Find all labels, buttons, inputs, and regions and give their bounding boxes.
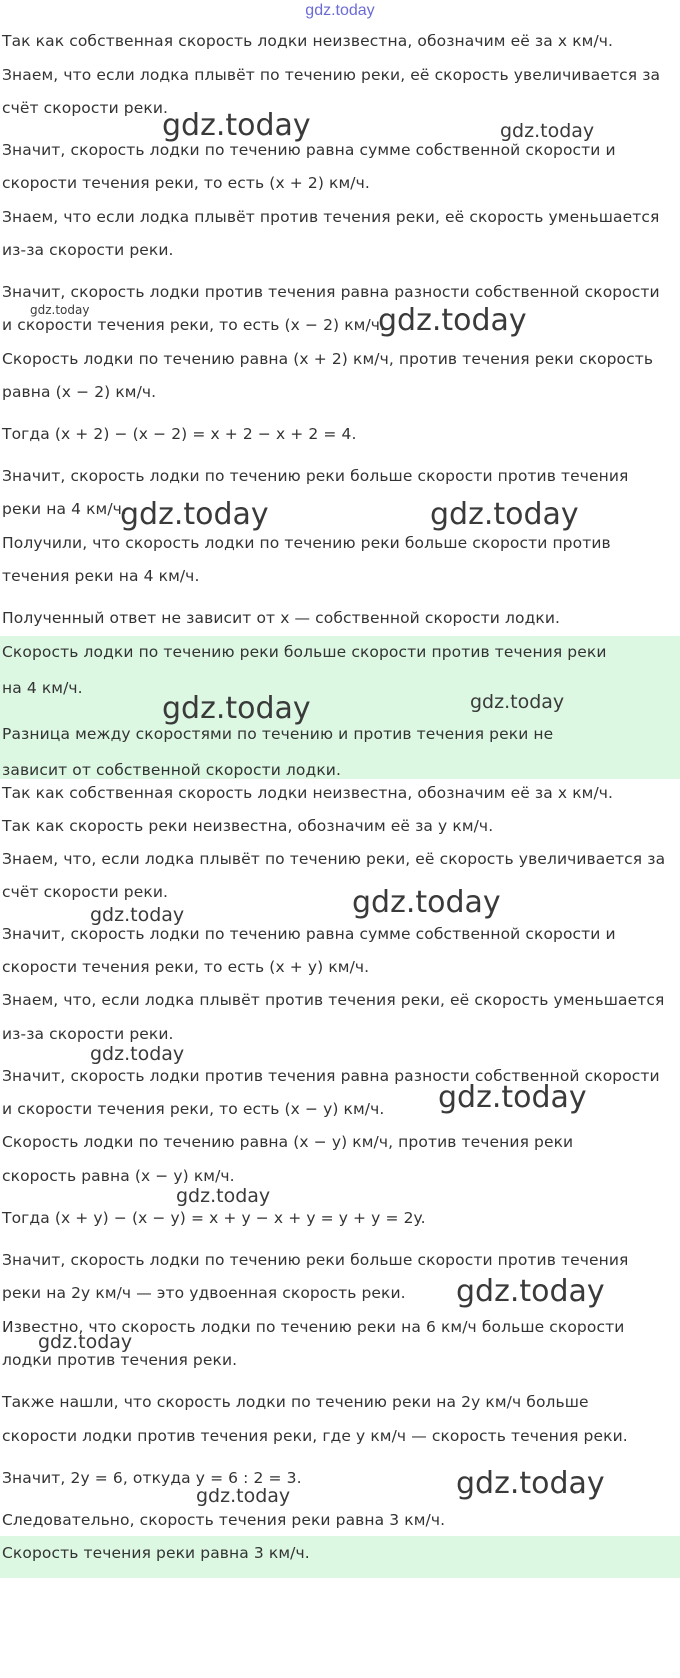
text-line: Значит, скорость лодки против течения равна разности собственной скорости	[2, 283, 660, 301]
answer-line: Разница между скоростями по течению и против течения реки не	[2, 725, 554, 743]
watermark: gdz.today	[352, 885, 501, 920]
text-line: скорость равна (x − y) км/ч.	[2, 1167, 235, 1185]
equation-line: Тогда (x + 2) − (x − 2) = x + 2 − x + 2 = 4.	[2, 425, 357, 443]
equation-line: Тогда (x + y) − (x − y) = x + y − x + y = y + y = 2y.	[2, 1209, 426, 1227]
text-line: Значит, скорость лодки против течения равна разности собственной скорости	[2, 1067, 660, 1085]
watermark: gdz.today	[90, 1043, 185, 1065]
watermark: gdz.today	[430, 497, 579, 532]
text-line: реки на 4 км/ч.	[2, 500, 127, 518]
text-line: Так как собственная скорость лодки неизвестна, обозначим её за x км/ч.	[2, 784, 614, 802]
watermark: gdz.today	[120, 497, 269, 532]
text-line: Следовательно, скорость течения реки равна 3 км/ч.	[2, 1511, 446, 1529]
watermark: gdz.today	[30, 303, 90, 317]
text-line: из-за скорости реки.	[2, 1025, 174, 1043]
text-line: Знаем, что если лодка плывёт по течению реки, её скорость увеличивается за	[2, 66, 661, 84]
text-line: Полученный ответ не зависит от x — собственной скорости лодки.	[2, 609, 561, 627]
text-line: и скорости течения реки, то есть (x − 2) км/ч.	[2, 316, 386, 334]
text-line: Значит, скорость лодки по течению равна сумме собственной скорости и	[2, 141, 616, 159]
watermark: gdz.today	[470, 691, 565, 713]
text-line: счёт скорости реки.	[2, 883, 169, 901]
text-line: Скорость лодки по течению равна (x + 2) км/ч, против течения реки скорость	[2, 350, 654, 368]
text-line: Скорость лодки по течению равна (x − y) км/ч, против течения реки	[2, 1133, 574, 1151]
watermark: gdz.today	[456, 1274, 605, 1309]
text-line: Значит, скорость лодки по течению реки больше скорости против течения	[2, 1251, 629, 1269]
text-line: скорости течения реки, то есть (x + y) км/ч.	[2, 958, 370, 976]
watermark: gdz.today	[176, 1185, 271, 1207]
equation-line: Значит, 2y = 6, откуда y = 6 : 2 = 3.	[2, 1469, 302, 1487]
text-line: Так как собственная скорость лодки неизвестна, обозначим её за x км/ч.	[2, 32, 614, 50]
watermark: gdz.today	[438, 1080, 587, 1115]
watermark: gdz.today	[456, 1466, 605, 1501]
answer-line: зависит от собственной скорости лодки.	[2, 761, 341, 779]
text-line: и скорости течения реки, то есть (x − y) км/ч.	[2, 1100, 385, 1118]
site-header[interactable]: gdz.today	[305, 2, 375, 19]
text-line: счёт скорости реки.	[2, 99, 169, 117]
text-line: течения реки на 4 км/ч.	[2, 567, 200, 585]
text-line: Также нашли, что скорость лодки по течению реки на 2y км/ч больше	[2, 1393, 589, 1411]
watermark: gdz.today	[38, 1331, 133, 1353]
text-line: Значит, скорость лодки по течению реки больше скорости против течения	[2, 467, 629, 485]
text-line: равна (x − 2) км/ч.	[2, 383, 157, 401]
answer-line: Скорость лодки по течению реки больше скорости против течения реки	[2, 643, 607, 661]
answer-line: на 4 км/ч.	[2, 679, 83, 697]
text-line: лодки против течения реки.	[2, 1351, 238, 1369]
text-line: скорости течения реки, то есть (x + 2) км/ч.	[2, 174, 370, 192]
answer-line: Скорость течения реки равна 3 км/ч.	[2, 1544, 310, 1562]
text-line: Знаем, что если лодка плывёт против течения реки, её скорость уменьшается	[2, 208, 660, 226]
watermark: gdz.today	[162, 108, 311, 143]
text-line: реки на 2y км/ч — это удвоенная скорость реки.	[2, 1284, 406, 1302]
text-line: Знаем, что, если лодка плывёт по течению реки, её скорость увеличивается за	[2, 850, 666, 868]
watermark: gdz.today	[500, 120, 595, 142]
text-line: Известно, что скорость лодки по течению реки на 6 км/ч больше скорости	[2, 1318, 625, 1336]
text-line: Знаем, что, если лодка плывёт против течения реки, её скорость уменьшается	[2, 991, 665, 1009]
text-line: Значит, скорость лодки по течению равна сумме собственной скорости и	[2, 925, 616, 943]
watermark: gdz.today	[196, 1485, 291, 1507]
text-line: из-за скорости реки.	[2, 241, 174, 259]
watermark: gdz.today	[378, 303, 527, 338]
text-line: скорости лодки против течения реки, где y км/ч — скорость течения реки.	[2, 1427, 628, 1445]
watermark: gdz.today	[162, 691, 311, 726]
text-line: Так как скорость реки неизвестна, обозначим её за y км/ч.	[2, 817, 494, 835]
watermark: gdz.today	[90, 904, 185, 926]
text-line: Получили, что скорость лодки по течению реки больше скорости против	[2, 534, 611, 552]
